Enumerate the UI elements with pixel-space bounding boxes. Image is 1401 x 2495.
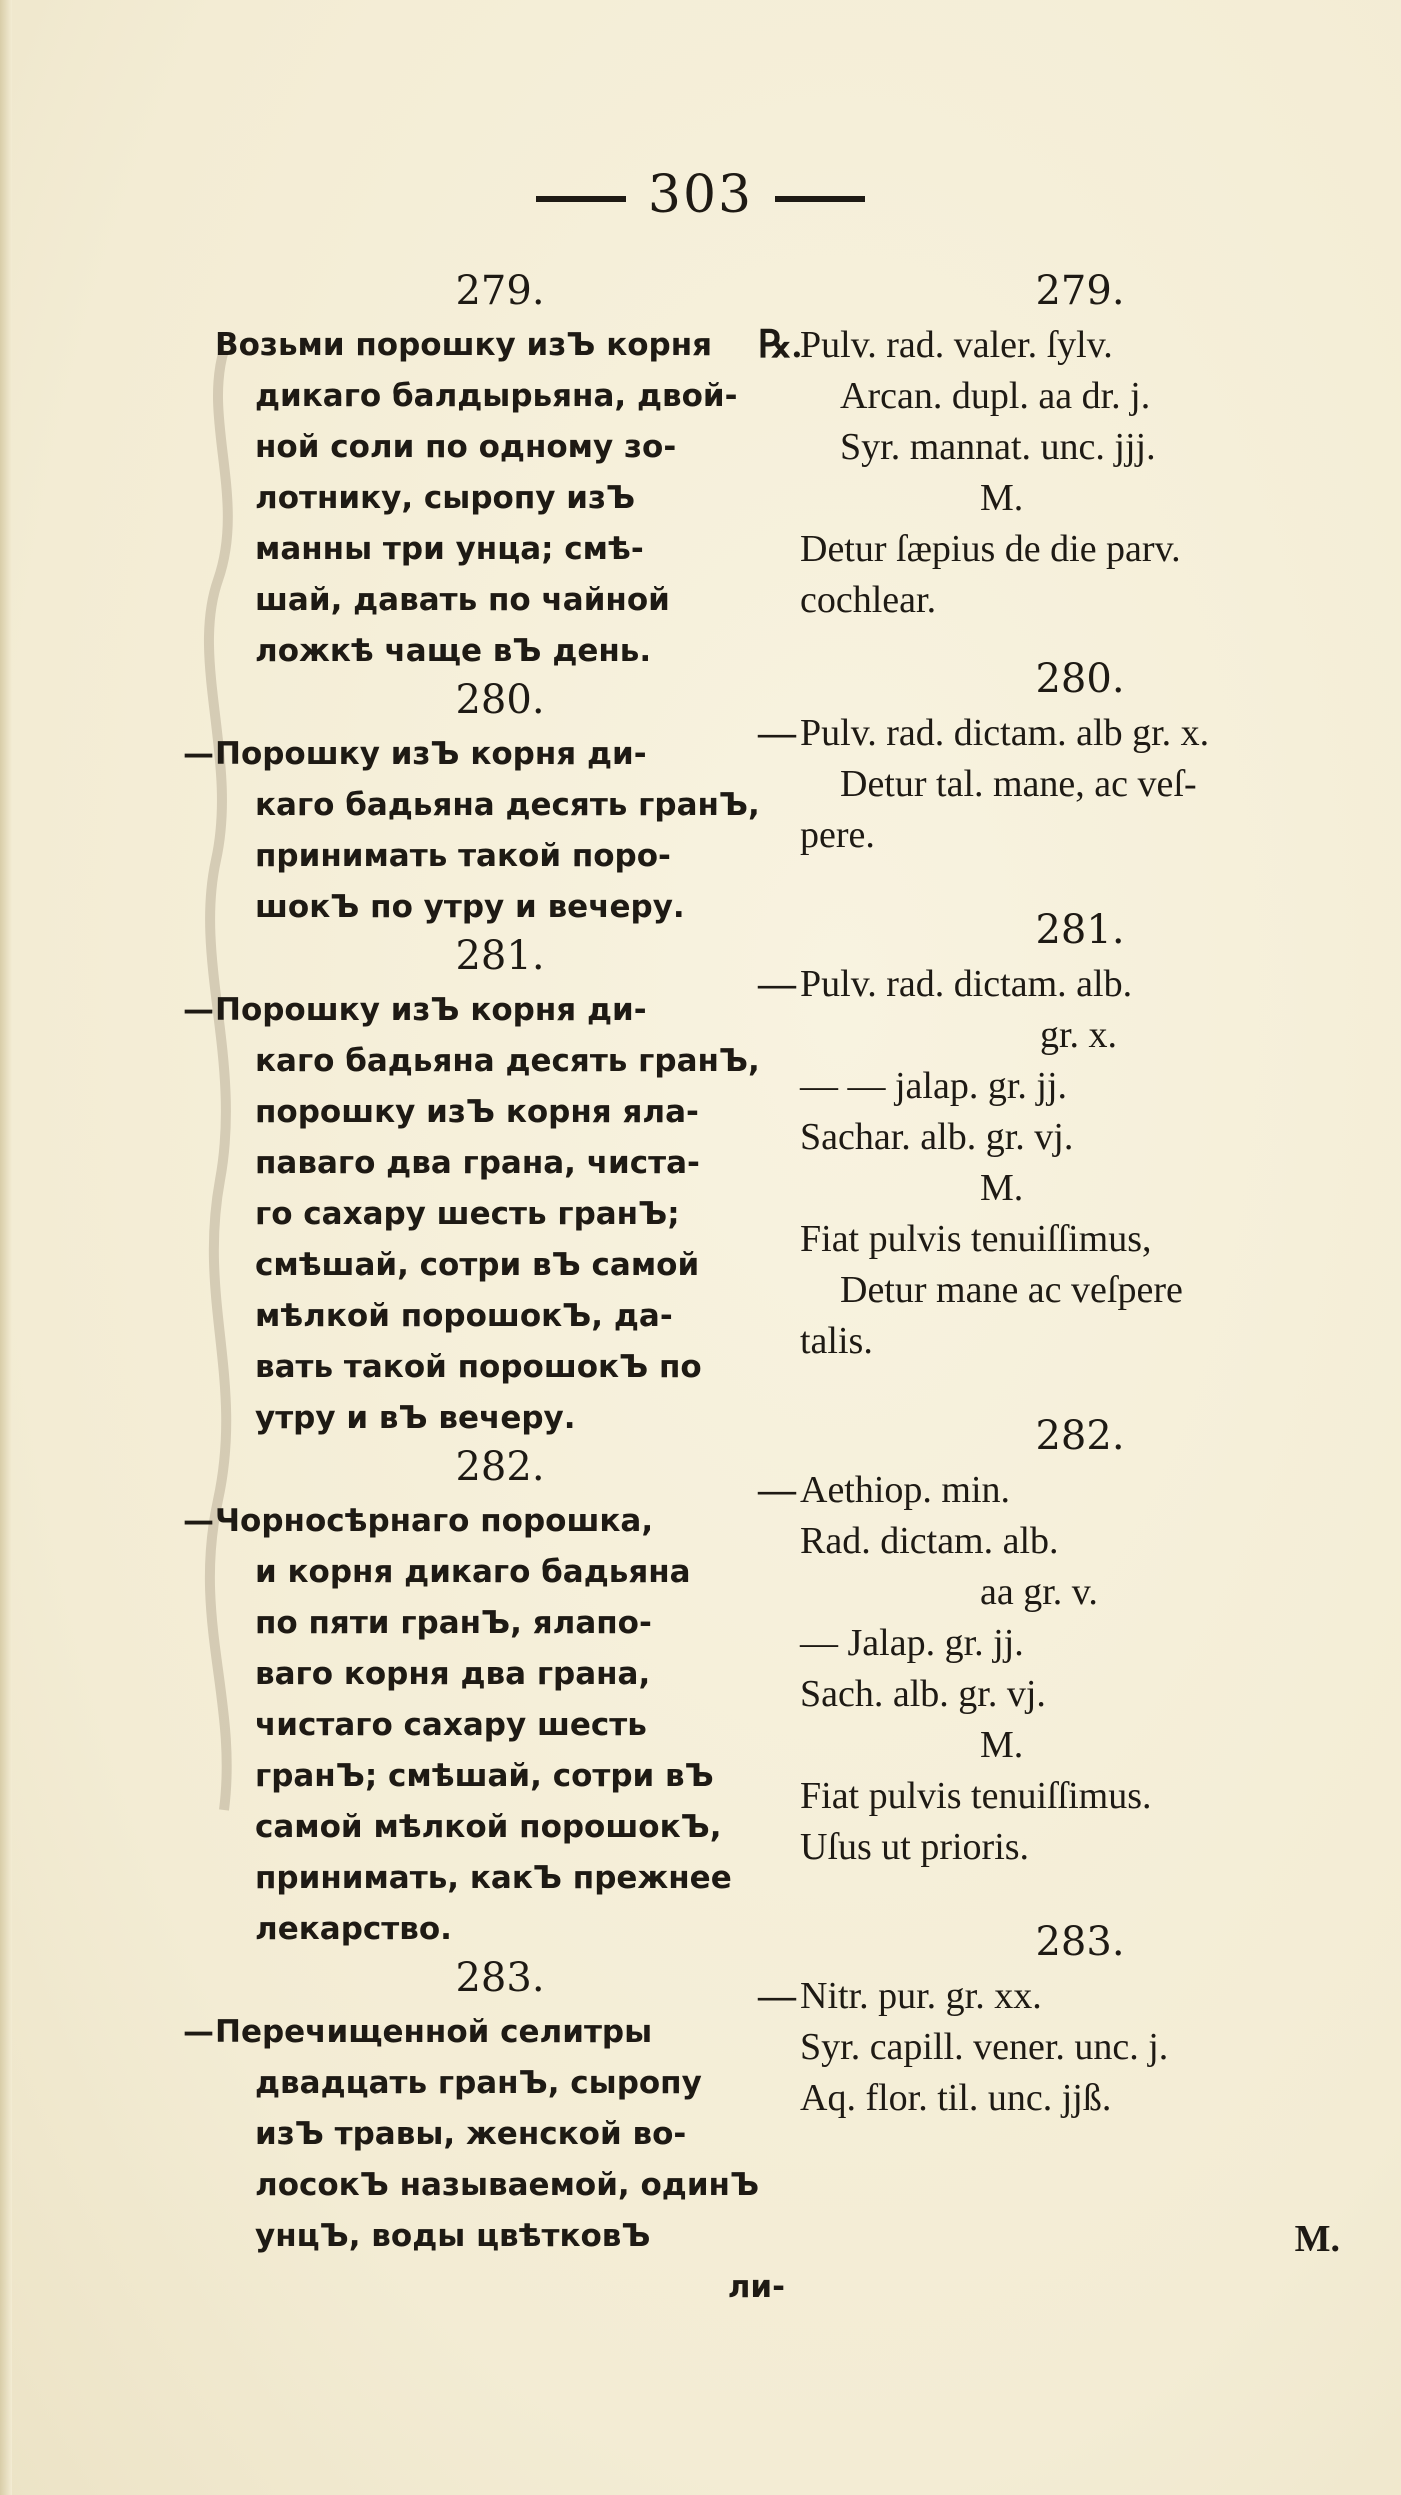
entry-number: 283. [1035,1919,1125,1965]
entry-line: Uſus ut prioris. [800,1826,1030,1868]
entry-line: cochlear. [800,579,937,621]
entry-line [183,985,785,1036]
entry-281-ru [183,933,785,1444]
entry-dash-marker: — [758,1975,796,2017]
header-dash-right [775,196,865,202]
entry-279-ru [215,268,785,677]
spacer [800,861,1360,907]
entry-line [183,1496,785,1547]
entry-dash-marker: — [183,992,214,1028]
entry-number: 282. [1035,1413,1125,1459]
latin-column [758,268,1360,2260]
entry-line: ной соли по одному зо- [255,429,677,465]
entry-282-ru [183,1444,785,1955]
entry-number: 283. [455,1955,545,2001]
entry-line: манны три унца; смѣ- [255,531,644,567]
entry-283-la [758,1919,1360,2124]
entry-line: лосокЪ называемой, одинЪ [255,2167,760,2203]
entry-text: Aethiop. min. [800,1469,1011,1511]
entry-dash-marker: — [183,1503,214,1539]
entry-number: 279. [455,268,545,314]
entry-line [183,2007,785,2058]
spacer [800,626,1360,656]
entry-line [183,729,785,780]
entry-line: Возьми порошку изЪ корня [215,327,713,363]
entry-text: Порошку изЪ корня ди- [215,736,647,772]
page-fold-shadow [0,0,12,2495]
entry-281-la [758,907,1360,1367]
entry-dash-marker: — [758,963,796,1005]
entry-line: шокЪ по утру и вечеру. [255,889,685,925]
entry-line: по пяти гранЪ, ялапо- [255,1605,652,1641]
entry-line: Sachar. alb. gr. vj. [800,1116,1074,1158]
entry-line: принимать такой поро- [255,838,671,874]
entry-line: каго бадьяна десять гранЪ, [255,1043,760,1079]
entry-number: 281. [455,933,545,979]
entry-dash-marker: — [183,736,214,772]
entry-line: го сахару шесть гранЪ; [255,1196,680,1232]
entry-text: Nitr. pur. gr. xx. [800,1975,1042,2017]
entry-text: Чорносѣрнаго порошка, [215,1503,654,1539]
entry-line: Fiat pulvis tenuiſſimus, [800,1218,1152,1260]
entry-line: порошку изЪ корня яла- [255,1094,699,1130]
entry-number: 280. [1035,656,1125,702]
entry-dash-marker: — [758,1469,796,1511]
entry-number: 280. [455,677,545,723]
page-number: 303 [647,165,754,225]
entry-line: — Jalap. gr. jj. [800,1622,1024,1664]
entry-280-ru [183,677,785,933]
entry-line: talis. [800,1320,873,1362]
entry-line: Fiat pulvis tenuiſſimus. [800,1775,1152,1817]
entry-280-la [758,656,1360,861]
entry-line: Sach. alb. gr. vj. [800,1673,1046,1715]
entry-line [758,959,1360,1010]
entry-number: 281. [1035,907,1125,953]
entry-line: gr. x. [1040,1014,1118,1056]
entry-line: мѣлкой порошокЪ, да- [255,1298,673,1334]
entry-line: Rad. dictam. alb. [800,1520,1059,1562]
entry-line: Detur mane ac veſpere [840,1269,1183,1311]
entry-line [758,1971,1360,2022]
entry-line-hyphen: ли- [727,2269,785,2305]
entry-line: принимать, какЪ прежнее [255,1860,732,1896]
entry-text: Pulv. rad. dictam. alb. [800,963,1133,1005]
entry-line: лотнику, сыропу изЪ [255,480,636,516]
entry-line: утру и вЪ вечеру. [255,1400,576,1436]
entry-line [758,320,1360,371]
header-dash-left [536,196,626,202]
entry-dash-marker: — [758,712,796,754]
entry-282-la [758,1413,1360,1873]
entry-line: унцЪ, воды цвѣтковЪ [255,2218,651,2254]
entry-line: M. [980,477,1024,519]
entry-text: Перечищенной селитры [215,2014,653,2050]
russian-column [183,268,785,2313]
entry-283-ru [183,1955,785,2313]
page-header [0,165,1401,225]
entry-dash-marker: — [183,2014,214,2050]
entry-line: pere. [800,814,875,856]
entry-line: Syr. mannat. unc. jjj. [840,426,1156,468]
entry-line: смѣшай, сотри вЪ самой [255,1247,700,1283]
entry-text: Pulv. rad. dictam. alb gr. x. [800,712,1210,754]
entry-line: самой мѣлкой порошокЪ, [255,1809,722,1845]
entry-line: ваго корня два грана, [255,1656,651,1692]
spacer [800,1873,1360,1919]
entry-line: Detur ſæpius de die parv. [800,528,1181,570]
entry-line: вать такой порошокЪ по [255,1349,702,1385]
entry-line: гранЪ; смѣшай, сотри вЪ [255,1758,714,1794]
entry-number: 282. [455,1444,545,1490]
entry-line: M. [980,1167,1024,1209]
entry-line [758,1465,1360,1516]
entry-line: Arcan. dupl. aa dr. j. [840,375,1151,417]
spacer [800,1367,1360,1413]
entry-line: паваго два грана, чиста- [255,1145,700,1181]
entry-line: Detur tal. mane, ac veſ- [840,763,1197,805]
entry-line: M. [980,1724,1024,1766]
entry-line: ложкѣ чаще вЪ день. [255,633,652,669]
entry-line: Syr. capill. vener. unc. j. [800,2026,1169,2068]
entry-number: 279. [1035,268,1125,314]
entry-279-la [758,268,1360,626]
entry-line: шай, давать по чайной [255,582,670,618]
entry-text: Порошку изЪ корня ди- [215,992,647,1028]
entry-line: — — jalap. gr. jj. [800,1065,1068,1107]
entry-line: дикаго балдырьяна, двой- [255,378,738,414]
entry-line: изЪ травы, женской во- [255,2116,687,2152]
catchword: M. [1294,2218,1340,2260]
entry-line: каго бадьяна десять гранЪ, [255,787,760,823]
recipe-icon: ℞. [758,324,802,366]
entry-line: и корня дикаго бадьяна [255,1554,691,1590]
entry-line: лекарство. [255,1911,452,1947]
entry-line: чистаго сахару шесть [255,1707,647,1743]
entry-line [758,708,1360,759]
entry-text: Pulv. rad. valer. ſylv. [800,324,1113,366]
entry-line: двадцать гранЪ, сыропу [255,2065,702,2101]
entry-line: aa gr. v. [980,1571,1098,1613]
entry-line: Aq. flor. til. unc. jjß. [800,2077,1112,2119]
